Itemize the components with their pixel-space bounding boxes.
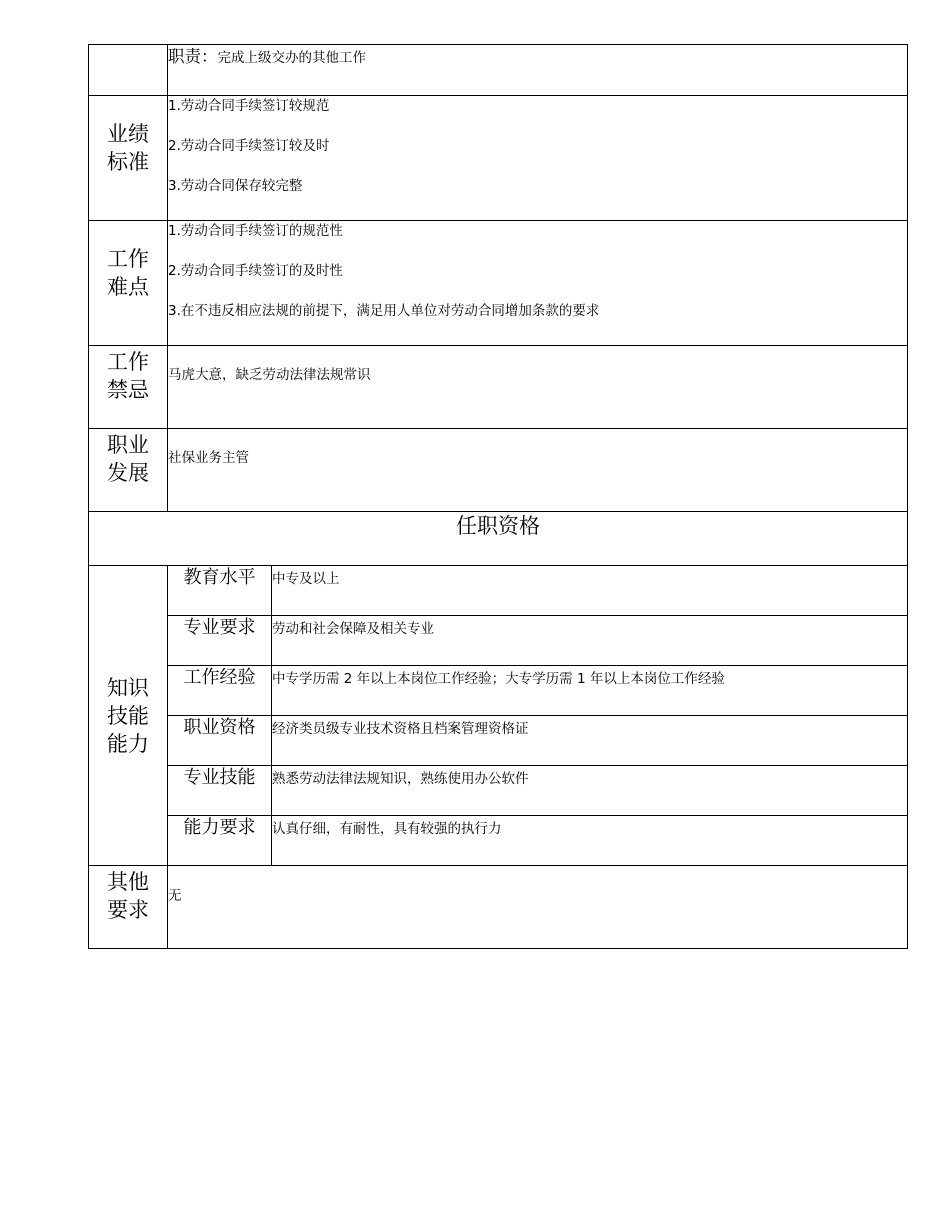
performance-label-line2: 标准 [107,150,149,174]
performance-row [89,96,908,221]
difficulty-item: 2.劳动合同手续签订的及时性 [168,263,343,279]
difficulty-label [89,221,168,346]
knowledge-row-label: 专业要求 [168,616,272,666]
career-text: 社保业务主管 [168,450,249,466]
duty-content [168,45,908,96]
career-label-line2: 发展 [107,461,149,485]
knowledge-row-education [89,566,908,616]
qualification-title-row [89,512,908,566]
duty-row [89,45,908,96]
taboo-label-line2: 禁忌 [107,378,149,402]
career-label [89,429,168,512]
career-content [168,429,908,512]
other-label [89,866,168,949]
difficulty-item: 3.在不违反相应法规的前提下，满足用人单位对劳动合同增加条款的要求 [168,303,600,319]
other-text: 无 [168,888,182,904]
taboo-label-line1: 工作 [107,350,149,374]
knowledge-row-experience [89,666,908,716]
difficulty-content [168,221,908,346]
knowledge-row-value: 认真仔细，有耐性，具有较强的执行力 [272,816,908,866]
knowledge-row-value: 劳动和社会保障及相关专业 [272,616,908,666]
performance-label [89,96,168,221]
difficulty-row [89,221,908,346]
knowledge-row-label: 工作经验 [168,666,272,716]
knowledge-row-value: 熟悉劳动法律法规知识，熟练使用办公软件 [272,766,908,816]
knowledge-row-label: 专业技能 [168,766,272,816]
knowledge-row-value: 经济类员级专业技术资格且档案管理资格证 [272,716,908,766]
other-label-line2: 要求 [107,898,149,922]
performance-item: 2.劳动合同手续签订较及时 [168,138,330,154]
knowledge-row-skills [89,766,908,816]
difficulty-item: 1.劳动合同手续签订的规范性 [168,223,343,239]
performance-item: 3.劳动合同保存较完整 [168,178,303,194]
knowledge-row-label: 职业资格 [168,716,272,766]
knowledge-row-label: 能力要求 [168,816,272,866]
difficulty-label-line2: 难点 [107,275,149,299]
duty-label-cell [89,45,168,96]
career-row [89,429,908,512]
other-content [168,866,908,949]
taboo-row [89,346,908,429]
knowledge-row-certification [89,716,908,766]
knowledge-row-value: 中专学历需 2 年以上本岗位工作经验；大专学历需 1 年以上本岗位工作经验 [272,666,908,716]
other-row [89,866,908,949]
knowledge-label-line3: 能力 [107,731,149,756]
job-description-table [88,44,908,949]
knowledge-label-line2: 技能 [107,703,149,728]
difficulty-label-line1: 工作 [107,247,149,271]
duty-label: 职责： [168,47,218,66]
qualification-title: 任职资格 [89,512,908,566]
knowledge-row-label: 教育水平 [168,566,272,616]
taboo-label [89,346,168,429]
knowledge-row-value: 中专及以上 [272,566,908,616]
other-label-line1: 其他 [107,870,149,894]
duty-text: 完成上级交办的其他工作 [217,50,366,66]
taboo-content [168,346,908,429]
taboo-text: 马虎大意，缺乏劳动法律法规常识 [168,367,371,383]
performance-label-line1: 业绩 [107,122,149,146]
career-label-line1: 职业 [107,433,149,457]
knowledge-row-ability [89,816,908,866]
knowledge-row-major [89,616,908,666]
performance-item: 1.劳动合同手续签订较规范 [168,98,330,114]
performance-content [168,96,908,221]
knowledge-label [89,566,168,866]
knowledge-label-line1: 知识 [107,675,149,700]
